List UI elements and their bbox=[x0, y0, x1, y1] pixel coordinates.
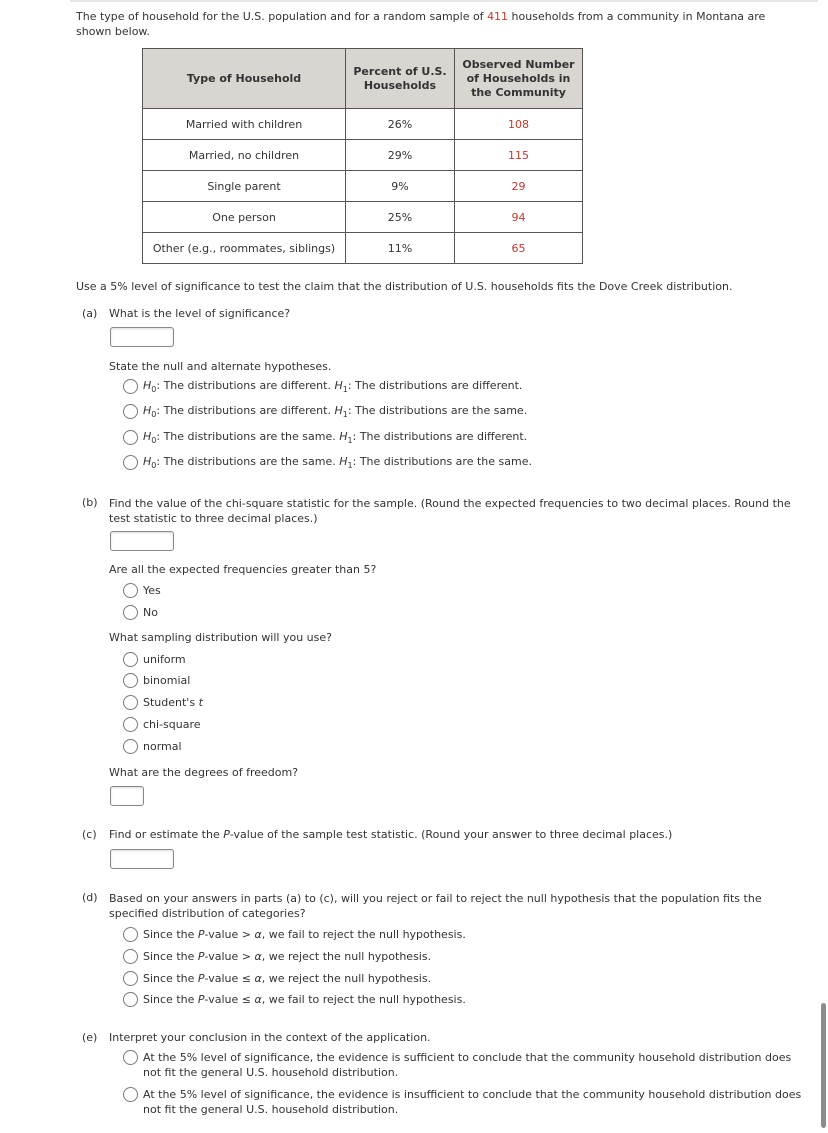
expected-no-radio[interactable] bbox=[123, 605, 138, 620]
decision-option-1: Since the P-value > α, we fail to reject the null hypothesis. bbox=[143, 928, 466, 941]
col-header-type: Type of Household bbox=[143, 49, 346, 109]
expected-yes-radio[interactable] bbox=[123, 583, 138, 598]
conclusion-option-1: At the 5% level of significance, the evidence is sufficient to conclude that the community household distribution does not fit the general U.S. household distribution. bbox=[143, 1051, 792, 1079]
household-table bbox=[142, 48, 583, 264]
cell-observed: 29 bbox=[455, 171, 583, 202]
part-b-label: (b) bbox=[82, 496, 98, 509]
hypothesis-radio-2[interactable] bbox=[123, 404, 138, 419]
dist-student-t-label: Student's t bbox=[143, 696, 203, 709]
distribution-question: What sampling distribution will you use? bbox=[109, 631, 332, 644]
decision-radio-1[interactable] bbox=[123, 927, 138, 942]
table-row bbox=[143, 171, 583, 202]
part-d-label: (d) bbox=[82, 891, 98, 904]
significance-input[interactable] bbox=[110, 327, 174, 347]
df-question: What are the degrees of freedom? bbox=[109, 766, 299, 779]
table-row bbox=[143, 202, 583, 233]
chi-square-input[interactable] bbox=[110, 531, 174, 551]
dist-binomial-label: binomial bbox=[143, 674, 191, 687]
col-header-percent: Percent of U.S. Households bbox=[346, 49, 455, 109]
dist-normal-radio[interactable] bbox=[123, 739, 138, 754]
dist-student-t-radio[interactable] bbox=[123, 695, 138, 710]
test-prompt: Use a 5% level of significance to test the claim that the distribution of U.S. households fits the Dove Creek distribution. bbox=[76, 280, 733, 293]
hypotheses-prompt: State the null and alternate hypotheses. bbox=[109, 360, 332, 373]
cell-observed: 65 bbox=[455, 233, 583, 264]
scrollbar[interactable] bbox=[821, 1003, 826, 1128]
top-divider bbox=[70, 0, 818, 2]
conclusion-radio-1[interactable] bbox=[123, 1050, 138, 1065]
dist-binomial-radio[interactable] bbox=[123, 673, 138, 688]
hypothesis-option-3: $H_0$: The distributions are the same. $H_1$: The distributions are different. bbox=[143, 430, 528, 446]
expected-freq-question: Are all the expected frequencies greater than 5? bbox=[109, 563, 377, 576]
dist-uniform-radio[interactable] bbox=[123, 652, 138, 667]
decision-option-3: Since the P-value ≤ α, we reject the null hypothesis. bbox=[143, 972, 432, 985]
cell-type: One person bbox=[143, 202, 346, 233]
expected-yes-label: Yes bbox=[143, 584, 161, 597]
part-c-label: (c) bbox=[82, 828, 97, 841]
cell-type: Other (e.g., roommates, siblings) bbox=[143, 233, 346, 264]
cell-observed: 108 bbox=[455, 109, 583, 140]
dist-uniform-label: uniform bbox=[143, 653, 186, 666]
expected-no-label: No bbox=[143, 606, 158, 619]
intro-text: The type of household for the U.S. population and for a random sample of 411 households from a community in Montana are shown below. bbox=[76, 10, 766, 38]
decision-radio-2[interactable] bbox=[123, 949, 138, 964]
decision-option-2: Since the P-value > α, we reject the null hypothesis. bbox=[143, 950, 432, 963]
conclusion-option-2: At the 5% level of significance, the evidence is insufficient to conclude that the community household distribution does not fit the general U.S. household distribution. bbox=[143, 1088, 802, 1116]
decision-radio-4[interactable] bbox=[123, 992, 138, 1007]
dist-chi-square-label: chi-square bbox=[143, 718, 201, 731]
cell-type: Married with children bbox=[143, 109, 346, 140]
cell-percent: 25% bbox=[346, 202, 455, 233]
cell-percent: 9% bbox=[346, 171, 455, 202]
part-b-question: Find the value of the chi-square statistic for the sample. (Round the expected frequencies to two decimal places. Round the test statistic to three decimal places.) bbox=[109, 497, 791, 525]
table-row bbox=[143, 233, 583, 264]
p-value-input[interactable] bbox=[110, 849, 174, 869]
hypothesis-option-4: $H_0$: The distributions are the same. $H_1$: The distributions are the same. bbox=[143, 455, 532, 471]
part-e-question: Interpret your conclusion in the context of the application. bbox=[109, 1031, 431, 1044]
cell-percent: 26% bbox=[346, 109, 455, 140]
table-row bbox=[143, 140, 583, 171]
dist-normal-label: normal bbox=[143, 740, 182, 753]
part-d-question: Based on your answers in parts (a) to (c), will you reject or fail to reject the null hypothesis that the population fits the specified distribution of categories? bbox=[109, 892, 762, 920]
dist-chi-square-radio[interactable] bbox=[123, 717, 138, 732]
col-header-observed: Observed Number of Households in the Community bbox=[455, 49, 583, 109]
hypothesis-radio-3[interactable] bbox=[123, 430, 138, 445]
part-c-question: Find or estimate the P-value of the sample test statistic. (Round your answer to three decimal places.) bbox=[109, 828, 673, 841]
conclusion-radio-2[interactable] bbox=[123, 1087, 138, 1102]
hypothesis-radio-4[interactable] bbox=[123, 455, 138, 470]
sample-size: 411 bbox=[487, 10, 509, 23]
decision-radio-3[interactable] bbox=[123, 971, 138, 986]
cell-type: Married, no children bbox=[143, 140, 346, 171]
cell-percent: 11% bbox=[346, 233, 455, 264]
part-a-question: What is the level of significance? bbox=[109, 307, 291, 320]
cell-observed: 94 bbox=[455, 202, 583, 233]
decision-option-4: Since the P-value ≤ α, we fail to reject the null hypothesis. bbox=[143, 993, 466, 1006]
cell-type: Single parent bbox=[143, 171, 346, 202]
part-a-label: (a) bbox=[82, 307, 98, 320]
part-e-label: (e) bbox=[82, 1031, 98, 1044]
cell-observed: 115 bbox=[455, 140, 583, 171]
df-input[interactable] bbox=[110, 786, 144, 806]
hypothesis-option-2: $H_0$: The distributions are different. $H_1$: The distributions are the same. bbox=[143, 404, 528, 420]
cell-percent: 29% bbox=[346, 140, 455, 171]
hypothesis-option-1: $H_0$: The distributions are different. $H_1$: The distributions are different. bbox=[143, 379, 523, 395]
table-row bbox=[143, 109, 583, 140]
hypothesis-radio-1[interactable] bbox=[123, 379, 138, 394]
